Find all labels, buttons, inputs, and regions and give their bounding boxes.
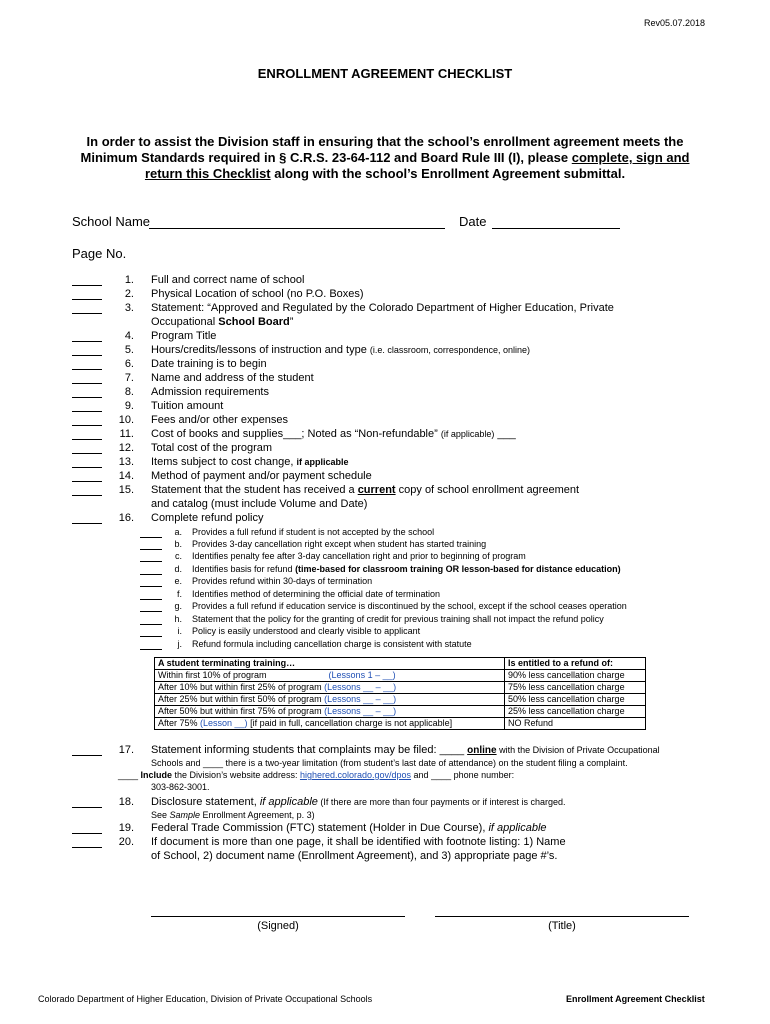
subitem-text: Provides 3-day cancellation right except when student has started training [192, 539, 487, 549]
item-11-blank[interactable] [72, 439, 102, 440]
title-label: (Title) [548, 920, 576, 932]
intro-part1: In order to assist the Division staff in ensuring that the school’s enrollment agreement meets the Minimum Standards required in § C.R.S. 23-64-112 and Board Rule III (I), please [80, 134, 684, 165]
table-header-row [155, 658, 646, 670]
item-3-blank[interactable] [72, 313, 102, 314]
table-row [155, 706, 646, 718]
refund-table [154, 657, 646, 730]
item-17-line-2: Schools and ____ there is a two-year limitation (from student’s last date of attendance) on the student filing a complaint. [151, 758, 628, 768]
item-9-blank[interactable] [72, 411, 102, 412]
subitem-text: Provides a full refund if education service is discontinued by the school, except if the school ceases operation [192, 601, 627, 611]
subitem-text: Refund formula including cancellation charge is consistent with statute [192, 639, 472, 649]
item-number: 2. [124, 288, 134, 300]
footer-division: Colorado Department of Higher Education, Division of Private Occupational Schools [38, 994, 373, 1004]
subitem-text: Policy is easily understood and clearly visible to applicant [192, 626, 421, 636]
subitem-c-blank[interactable] [140, 561, 162, 562]
item-1-blank[interactable] [72, 285, 102, 286]
subitem-letter: d. [174, 564, 182, 574]
item-text-part: Cost of books and supplies___; Noted as “Non-refundable” [151, 428, 441, 440]
lesson-range: (Lesson __) [200, 718, 248, 728]
school-name-label: School Name [72, 214, 151, 229]
item-text-part: See [151, 810, 170, 820]
item-text-part: Hours/credits/lessons of instruction and type [151, 344, 370, 356]
item-text [151, 456, 349, 468]
subitem-text [192, 564, 621, 574]
item-2-blank[interactable] [72, 299, 102, 300]
subitem-text: Identifies penalty fee after 3-day cancellation right and prior to beginning of program [192, 551, 526, 561]
subitem-b-blank[interactable] [140, 549, 162, 550]
item-text-part: Disclosure statement, [151, 796, 260, 808]
item-number: 7. [124, 372, 134, 384]
item-text-note: (i.e. classroom, correspondence, online) [369, 345, 530, 355]
item-text-part: with the Division of Private Occupational [496, 745, 660, 755]
item-number: 3. [124, 302, 134, 314]
item-20-line-1: If document is more than one page, it shall be identified with footnote listing: 1) Name [151, 836, 566, 848]
date-label: Date [459, 214, 487, 229]
item-text-part: Statement informing students that complaints may be filed: ____ [151, 744, 468, 756]
item-number: 18. [118, 796, 134, 808]
intro-part2: along with the school’s Enrollment Agreement submittal. [270, 166, 626, 181]
item-text: Date training is to begin [151, 358, 267, 370]
item-16-blank[interactable] [72, 523, 102, 524]
item-text [151, 484, 579, 496]
subitem-text: Provides a full refund if student is not accepted by the school [192, 527, 435, 537]
table-cell [155, 682, 505, 694]
item-13-blank[interactable] [72, 467, 102, 468]
table-row [155, 670, 646, 682]
item-number: 12. [118, 442, 134, 454]
intro-paragraph [70, 134, 700, 182]
item-number: 5. [124, 344, 134, 356]
item-19-blank[interactable] [72, 833, 102, 834]
subitem-letter: c. [174, 551, 182, 561]
title-line[interactable] [435, 916, 689, 917]
subitem-letter: e. [174, 576, 182, 586]
table-cell: 75% less cancellation charge [505, 682, 646, 694]
include-emphasis: Include [140, 770, 173, 780]
subitem-letter: a. [174, 527, 182, 537]
terminating-period: After 50% but within first 75% of program [158, 706, 322, 716]
item-text-part: (If there are more than four payments or if interest is charged. [317, 797, 566, 807]
item-8-blank[interactable] [72, 397, 102, 398]
terminating-note: [if paid in full, cancellation charge is not applicable] [247, 718, 453, 728]
item-text: Admission requirements [151, 386, 269, 398]
lesson-range: (Lessons 1 – __) [328, 670, 396, 680]
item-text: Method of payment and/or payment schedule [151, 470, 372, 482]
table-cell: 25% less cancellation charge [505, 706, 646, 718]
item-text-part: ____ [118, 770, 141, 780]
online-emphasis: online [467, 745, 497, 756]
subitem-d-blank[interactable] [140, 574, 162, 575]
table-row [155, 694, 646, 706]
intro-emphasis: complete, sign and return this Checklist [144, 150, 690, 181]
table-cell: 90% less cancellation charge [505, 670, 646, 682]
terminating-period: Within first 10% of program [158, 670, 267, 680]
subitem-i-blank[interactable] [140, 636, 162, 637]
school-name-field[interactable] [149, 228, 445, 229]
item-number: 8. [124, 386, 134, 398]
item-text-bold: if applicable [296, 457, 349, 467]
item-text-note: (if applicable) [440, 429, 495, 439]
item-text: Name and address of the student [151, 372, 314, 384]
item-18-blank[interactable] [72, 807, 102, 808]
subitem-letter: h. [174, 614, 182, 624]
table-cell [155, 706, 505, 718]
item-text-part: ” [289, 316, 294, 328]
division-website-link[interactable]: highered.colorado.gov/dpos [299, 770, 412, 780]
item-18-line-1 [151, 796, 566, 808]
item-text: Complete refund policy [151, 512, 264, 524]
terminating-period: After 75% [158, 718, 201, 728]
item-number: 11. [119, 428, 134, 440]
item-text-part: Items subject to cost change, [151, 456, 297, 468]
item-text-continued: and catalog (must include Volume and Date) [151, 498, 368, 510]
table-cell: 50% less cancellation charge [505, 694, 646, 706]
subitem-g-blank[interactable] [140, 611, 162, 612]
item-17-blank[interactable] [72, 755, 102, 756]
subitem-letter: b. [174, 539, 182, 549]
item-number: 6. [124, 358, 134, 370]
item-15-blank[interactable] [72, 495, 102, 496]
item-text-part: Federal Trade Commission (FTC) statement (Holder in Due Course), [151, 822, 489, 834]
item-text-part: Enrollment Agreement, p. 3) [200, 810, 315, 820]
table-header: Is entitled to a refund of: [505, 658, 646, 670]
lesson-range: (Lessons __ – __) [324, 694, 397, 704]
subitem-f-blank[interactable] [140, 599, 162, 600]
item-text-bold: current [357, 484, 396, 496]
item-text-part: Statement that the student has received a [151, 484, 358, 496]
item-text: Total cost of the program [151, 442, 273, 454]
item-4-blank[interactable] [72, 341, 102, 342]
item-number: 13. [118, 456, 134, 468]
subitem-text: Provides refund within 30-days of termination [192, 576, 373, 586]
footer-doc-title: Enrollment Agreement Checklist [566, 994, 705, 1004]
item-number: 16. [118, 512, 134, 524]
subitem-letter: g. [174, 601, 182, 611]
date-field[interactable] [492, 228, 620, 229]
subitem-letter: i. [177, 626, 182, 636]
subitem-letter: j. [177, 639, 182, 649]
item-number: 4. [124, 330, 134, 342]
if-applicable-italic: if applicable [259, 796, 318, 808]
item-7-blank[interactable] [72, 383, 102, 384]
subitem-text: Statement that the policy for the granting of credit for previous training shall not impact the refund policy [192, 614, 604, 624]
item-12-blank[interactable] [72, 453, 102, 454]
item-number: 15. [118, 484, 134, 496]
revision-label: Rev05.07.2018 [644, 18, 706, 28]
item-text: Physical Location of school (no P.O. Boxes) [151, 288, 364, 300]
subitem-letter: f. [176, 589, 182, 599]
item-text-part: ___ [494, 428, 516, 440]
item-20-blank[interactable] [72, 847, 102, 848]
item-text: Program Title [151, 330, 217, 342]
sample-italic: Sample [169, 810, 201, 820]
table-header: A student terminating training… [155, 658, 505, 670]
if-applicable-italic: if applicable [488, 822, 547, 834]
table-cell [155, 670, 505, 682]
item-number: 10. [118, 414, 134, 426]
table-cell [155, 694, 505, 706]
item-10-blank[interactable] [72, 425, 102, 426]
table-row [155, 682, 646, 694]
item-text: Fees and/or other expenses [151, 414, 288, 426]
subitem-text-bold: (time-based for classroom training OR lesson-based for distance education) [295, 564, 621, 574]
item-text [151, 344, 530, 356]
item-17-line-1 [151, 744, 660, 756]
item-number: 14. [118, 470, 134, 482]
item-text-part: the Division’s website address: [172, 770, 300, 780]
lesson-range: (Lessons __ – __) [324, 706, 397, 716]
item-5-blank[interactable] [72, 355, 102, 356]
table-row [155, 718, 646, 730]
table-cell [155, 718, 505, 730]
terminating-period: After 10% but within first 25% of program [158, 682, 322, 692]
page-title: ENROLLMENT AGREEMENT CHECKLIST [257, 66, 513, 81]
item-19-text [151, 822, 547, 834]
item-17-line-3 [118, 770, 514, 780]
item-text-bold: School Board [218, 316, 290, 328]
item-6-blank[interactable] [72, 369, 102, 370]
subitem-text: Identifies method of determining the official date of termination [192, 589, 440, 599]
item-18-line-2 [151, 810, 315, 820]
item-17-line-4: 303-862-3001. [151, 782, 210, 792]
item-text [151, 428, 516, 440]
item-text: Full and correct name of school [151, 274, 305, 286]
subitem-a-blank[interactable] [140, 537, 162, 538]
subitem-text-part: Identifies basis for refund [192, 564, 296, 574]
subitem-h-blank[interactable] [140, 624, 162, 625]
item-text-part: and ____ phone number: [411, 770, 515, 780]
table-cell: NO Refund [505, 718, 646, 730]
item-number: 1. [124, 274, 134, 286]
lesson-range: (Lessons __ – __) [324, 682, 397, 692]
item-20-line-2: of School, 2) document name (Enrollment Agreement), and 3) appropriate page #’s. [151, 850, 558, 862]
item-text-part: Occupational [151, 316, 219, 328]
item-text-continued [151, 316, 293, 328]
terminating-period: After 25% but within first 50% of program [158, 694, 322, 704]
page-no-label: Page No. [72, 246, 127, 261]
item-text: Statement: “Approved and Regulated by the Colorado Department of Higher Education, Private [151, 302, 614, 314]
signature-line[interactable] [151, 916, 405, 917]
signed-label: (Signed) [257, 920, 299, 932]
item-text-part: copy of school enrollment agreement [395, 484, 580, 496]
item-number: 17. [118, 744, 134, 756]
item-14-blank[interactable] [72, 481, 102, 482]
item-number: 20. [118, 836, 134, 848]
item-number: 19. [118, 822, 134, 834]
item-text: Tuition amount [151, 400, 224, 412]
item-number: 9. [124, 400, 134, 412]
subitem-e-blank[interactable] [140, 586, 162, 587]
subitem-j-blank[interactable] [140, 649, 162, 650]
